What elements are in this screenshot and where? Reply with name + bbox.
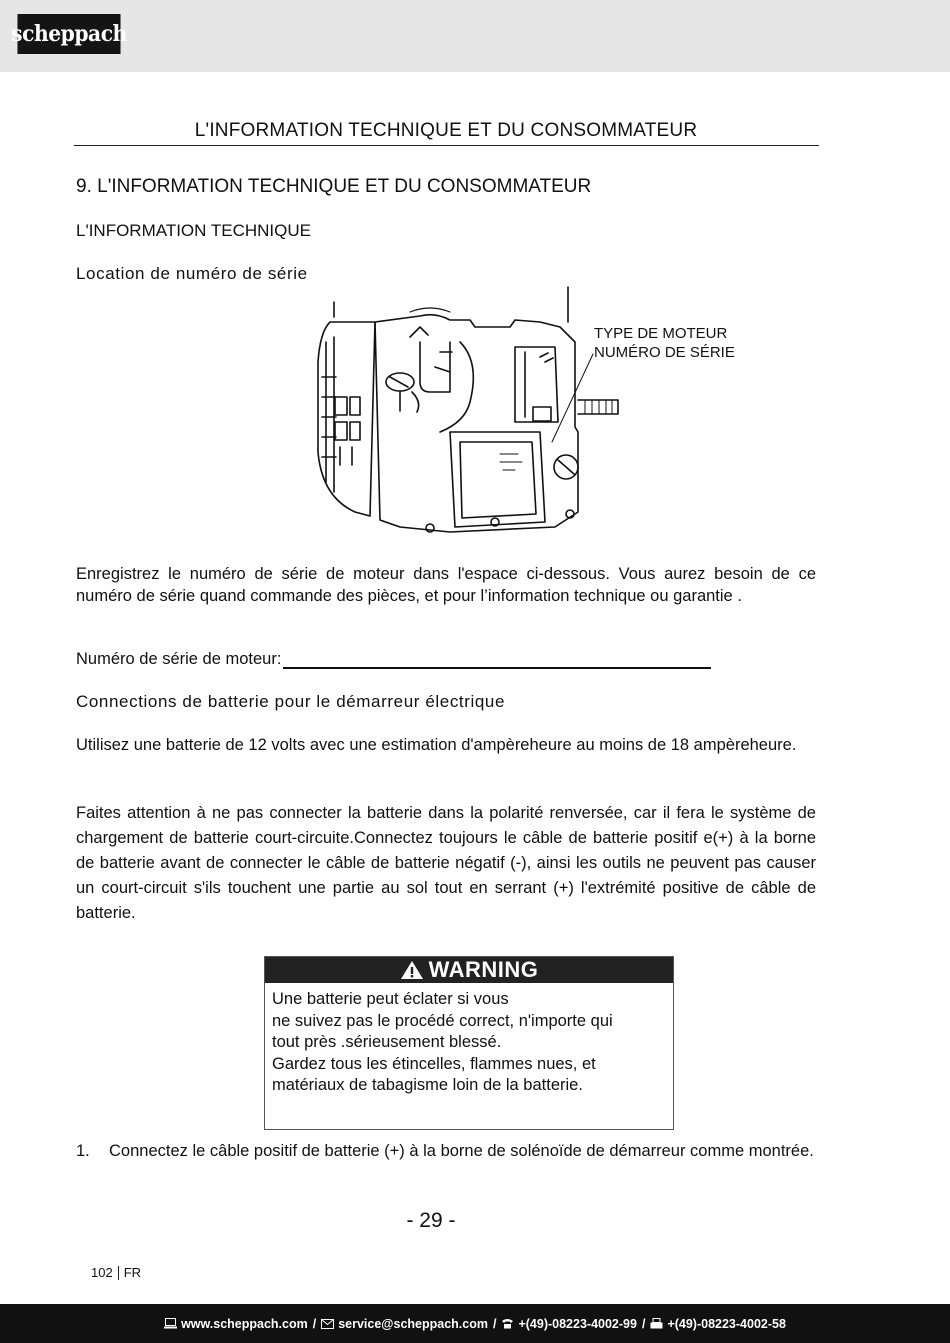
warning-line: tout près .sérieusement blessé. (272, 1033, 502, 1051)
footer-separator: / (641, 1316, 646, 1331)
battery-spec-paragraph: Utilisez une batterie de 12 volts avec une estimation d'ampèreheure au moins de 18 ampèreheure. (76, 736, 797, 754)
footer-separator: / (312, 1316, 317, 1331)
reference-page-number: 102 (91, 1265, 113, 1280)
warning-box (264, 956, 674, 1130)
warning-header (265, 957, 673, 983)
serial-location-heading: Location de numéro de série (76, 264, 308, 283)
engine-illustration (300, 282, 630, 542)
computer-icon (164, 1318, 177, 1329)
battery-connections-heading: Connections de batterie pour le démarreur électrique (76, 692, 506, 711)
footer-bar (0, 1304, 950, 1343)
record-serial-paragraph: Enregistrez le numéro de série de moteur dans l'espace ci-dessous. Vous aurez besoin de ce numéro de série quand commande des pièces, et pour l’information technique ou garantie . (76, 565, 816, 605)
serial-field-label: Numéro de série de moteur: (76, 650, 282, 668)
telephone-icon (501, 1318, 514, 1329)
serial-number-label: NUMÉRO DE SÉRIE (594, 344, 735, 361)
fax-number: +(49)-08223-4002-58 (667, 1316, 786, 1331)
page-number: - 29 - (406, 1209, 456, 1232)
website-link[interactable]: www.scheppach.com (181, 1316, 308, 1331)
page-reference (91, 1265, 141, 1280)
envelope-icon (321, 1319, 334, 1329)
polarity-paragraph: Faites attention à ne pas connecter la batterie dans la polarité renversée, car il fera le système de chargement de batterie court-circuite.Connectez toujours le câble de batterie positif e(+) à la borne de batterie avant de connecter le câble de batterie négatif (-), ainsi les outils ne peuvent pas causer un court-circuit s'ils touchent une partie au sol tout en serrant (+) l'extrémité positive de câble de batterie. (76, 804, 816, 922)
top-bar (0, 0, 950, 72)
engine-type-label: TYPE DE MOTEUR (594, 325, 728, 342)
warning-text (265, 983, 673, 1097)
warning-line: Une batterie peut éclater si vous (272, 990, 509, 1008)
warning-line: matériaux de tabagisme loin de la batterie. (272, 1076, 583, 1094)
reference-separator (118, 1266, 119, 1280)
email-link[interactable]: service@scheppach.com (338, 1316, 488, 1331)
serial-number-field (76, 650, 711, 669)
warning-heading: WARNING (428, 957, 539, 982)
page-header-title: L'INFORMATION TECHNIQUE ET DU CONSOMMATEUR (194, 120, 698, 141)
scheppach-logo: scheppach (17, 14, 120, 54)
serial-blank-line (283, 651, 711, 669)
list-item (76, 1141, 816, 1163)
warning-triangle-icon (400, 960, 424, 980)
list-item-text: Connectez le câble positif de batterie (+) à la borne de solénoïde de démarreur comme montrée. (109, 1142, 814, 1160)
warning-line: Gardez tous les étincelles, flammes nues, et (272, 1054, 596, 1073)
section-subtitle: L'INFORMATION TECHNIQUE (76, 221, 311, 240)
reference-language: FR (123, 1265, 142, 1280)
serial-callout-label (594, 324, 735, 362)
phone-number: +(49)-08223-4002-99 (518, 1316, 637, 1331)
warning-line: ne suivez pas le procédé correct, n'importe qui (272, 1011, 613, 1030)
list-item-number: 1. (76, 1142, 90, 1160)
section-title: 9. L'INFORMATION TECHNIQUE ET DU CONSOMMATEUR (76, 176, 592, 197)
fax-icon (650, 1318, 663, 1329)
footer-separator: / (492, 1316, 497, 1331)
header-divider (74, 145, 819, 146)
